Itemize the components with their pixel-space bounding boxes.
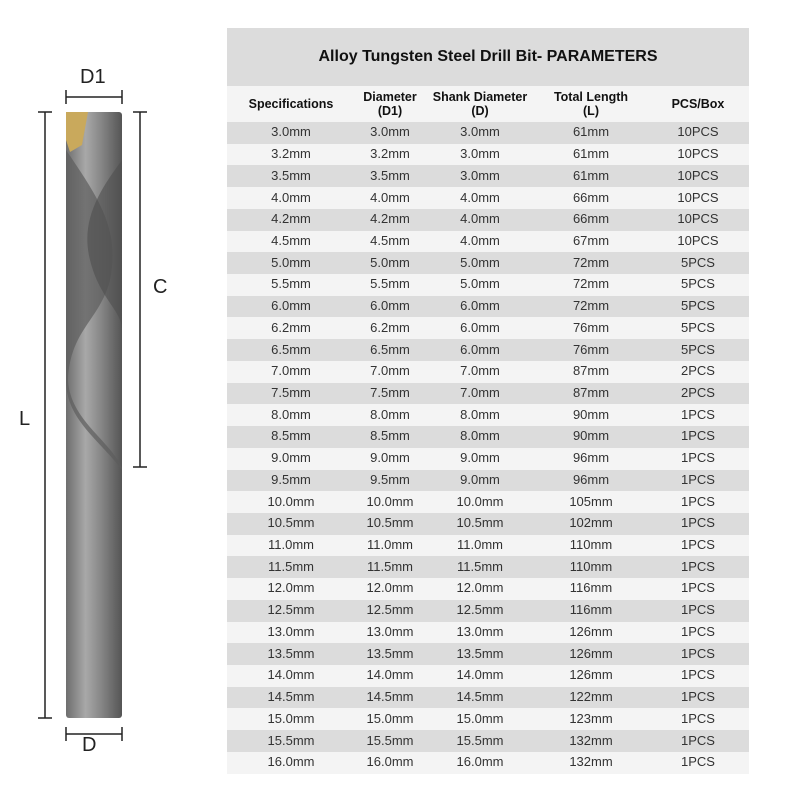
table-row	[227, 687, 749, 709]
cell-specification: 4.0mm	[271, 189, 311, 205]
cell-diameter: 16.0mm	[366, 754, 414, 770]
table-row	[227, 752, 749, 774]
table-row	[227, 491, 749, 513]
table-row	[227, 122, 749, 144]
cell-pcs-box: 1PCS	[681, 471, 715, 487]
cell-specification: 3.0mm	[271, 124, 311, 140]
table-row	[227, 339, 749, 361]
cell-total-length: 96mm	[572, 450, 610, 466]
cell-shank-diameter: 4.0mm	[460, 232, 500, 248]
cell-shank-diameter: 8.0mm	[460, 406, 500, 422]
cell-specification: 11.0mm	[268, 537, 314, 553]
cell-pcs-box: 5PCS	[681, 341, 715, 357]
cell-total-length: 90mm	[572, 406, 610, 422]
cell-pcs-box: 1PCS	[681, 406, 715, 422]
table-row	[227, 317, 749, 339]
cell-shank-diameter: 16.0mm	[456, 754, 504, 770]
cell-specification: 13.0mm	[267, 623, 315, 639]
parameters-table	[227, 28, 749, 774]
cell-diameter: 12.5mm	[366, 602, 414, 618]
table-row	[227, 535, 749, 557]
cell-total-length: 110mm	[569, 537, 613, 553]
cell-total-length: 122mm	[569, 689, 613, 705]
cell-shank-diameter: 12.5mm	[456, 602, 504, 618]
cell-pcs-box: 5PCS	[681, 298, 715, 314]
cell-total-length: 66mm	[572, 189, 610, 205]
table-row	[227, 187, 749, 209]
cell-total-length: 72mm	[572, 298, 610, 314]
cell-diameter: 5.0mm	[370, 254, 410, 270]
cell-specification: 7.5mm	[271, 385, 311, 401]
cell-specification: 15.0mm	[267, 710, 315, 726]
cell-specification: 5.0mm	[271, 254, 311, 270]
cell-pcs-box: 1PCS	[681, 645, 715, 661]
table-row	[227, 708, 749, 730]
cell-total-length: 87mm	[572, 363, 610, 379]
table-row	[227, 730, 749, 752]
cell-total-length: 61mm	[572, 167, 610, 183]
cell-total-length: 72mm	[572, 254, 610, 270]
cell-total-length: 126mm	[569, 645, 613, 661]
cell-shank-diameter: 12.0mm	[456, 580, 504, 596]
cell-diameter: 8.5mm	[370, 428, 410, 444]
table-row	[227, 165, 749, 187]
cell-pcs-box: 1PCS	[681, 689, 715, 705]
cell-pcs-box: 1PCS	[681, 580, 715, 596]
header-diameter: Diameter (D1)	[363, 89, 417, 118]
cell-total-length: 87mm	[572, 385, 610, 401]
cell-specification: 6.5mm	[271, 341, 311, 357]
cell-diameter: 14.0mm	[366, 667, 414, 683]
cell-diameter: 3.0mm	[370, 124, 410, 140]
cell-shank-diameter: 14.5mm	[456, 689, 504, 705]
table-row	[227, 144, 749, 166]
table-title: Alloy Tungsten Steel Drill Bit- PARAMETERS	[227, 28, 749, 86]
table-row	[227, 209, 749, 231]
cell-diameter: 7.5mm	[370, 385, 410, 401]
table-row	[227, 513, 749, 535]
cell-specification: 16.0mm	[267, 754, 315, 770]
cell-specification: 10.0mm	[267, 493, 315, 509]
cell-pcs-box: 10PCS	[677, 189, 719, 205]
table-row	[227, 556, 749, 578]
table-row	[227, 578, 749, 600]
cell-total-length: 132mm	[569, 732, 613, 748]
cell-pcs-box: 1PCS	[681, 537, 715, 553]
cell-specification: 15.5mm	[267, 732, 315, 748]
cell-specification: 12.5mm	[267, 602, 315, 618]
cell-total-length: 96mm	[572, 471, 610, 487]
cell-total-length: 61mm	[572, 124, 610, 140]
cell-shank-diameter: 4.0mm	[460, 211, 500, 227]
cell-total-length: 132mm	[569, 754, 613, 770]
cell-total-length: 76mm	[572, 341, 610, 357]
cell-shank-diameter: 11.0mm	[457, 537, 503, 553]
cell-specification: 4.2mm	[271, 211, 311, 227]
label-d: D	[82, 734, 97, 756]
cell-specification: 9.0mm	[271, 450, 311, 466]
table-row	[227, 383, 749, 405]
cell-diameter: 9.5mm	[370, 471, 410, 487]
drill-bit-diagram	[0, 0, 220, 800]
cell-shank-diameter: 10.0mm	[456, 493, 504, 509]
cell-pcs-box: 1PCS	[681, 754, 715, 770]
cell-shank-diameter: 13.0mm	[456, 623, 504, 639]
label-d1: D1	[80, 66, 106, 88]
cell-diameter: 9.0mm	[370, 450, 410, 466]
cell-specification: 6.2mm	[271, 319, 311, 335]
cell-pcs-box: 10PCS	[677, 232, 719, 248]
cell-pcs-box: 1PCS	[681, 667, 715, 683]
cell-total-length: 67mm	[572, 232, 610, 248]
cell-total-length: 126mm	[569, 623, 613, 639]
label-c: C	[153, 276, 168, 298]
cell-pcs-box: 5PCS	[681, 319, 715, 335]
cell-pcs-box: 1PCS	[681, 732, 715, 748]
cell-shank-diameter: 7.0mm	[460, 385, 500, 401]
cell-diameter: 4.5mm	[370, 232, 410, 248]
cell-specification: 8.0mm	[271, 406, 311, 422]
table-row	[227, 643, 749, 665]
cell-diameter: 5.5mm	[370, 276, 410, 292]
cell-pcs-box: 2PCS	[681, 363, 715, 379]
header-total-length: Total Length (L)	[553, 89, 629, 118]
cell-diameter: 10.0mm	[366, 493, 414, 509]
table-row	[227, 665, 749, 687]
cell-total-length: 72mm	[572, 276, 610, 292]
cell-diameter: 8.0mm	[370, 406, 410, 422]
cell-diameter: 4.0mm	[370, 189, 410, 205]
cell-total-length: 126mm	[569, 667, 613, 683]
cell-specification: 14.0mm	[267, 667, 315, 683]
cell-shank-diameter: 11.5mm	[457, 558, 503, 574]
cell-specification: 13.5mm	[267, 645, 315, 661]
table-row	[227, 600, 749, 622]
cell-diameter: 11.5mm	[367, 558, 413, 574]
cell-specification: 3.2mm	[271, 146, 311, 162]
cell-total-length: 110mm	[569, 558, 613, 574]
cell-total-length: 66mm	[572, 211, 610, 227]
cell-diameter: 12.0mm	[366, 580, 414, 596]
cell-specification: 12.0mm	[267, 580, 315, 596]
table-row	[227, 470, 749, 492]
cell-shank-diameter: 9.0mm	[460, 450, 500, 466]
cell-pcs-box: 1PCS	[681, 450, 715, 466]
cell-specification: 10.5mm	[267, 515, 315, 531]
cell-specification: 3.5mm	[271, 167, 311, 183]
cell-pcs-box: 1PCS	[681, 515, 715, 531]
table-row	[227, 296, 749, 318]
cell-shank-diameter: 14.0mm	[456, 667, 504, 683]
table-header-row	[227, 86, 749, 122]
cell-pcs-box: 10PCS	[677, 167, 719, 183]
cell-diameter: 15.0mm	[366, 710, 414, 726]
cell-diameter: 6.5mm	[370, 341, 410, 357]
cell-pcs-box: 2PCS	[681, 385, 715, 401]
cell-diameter: 14.5mm	[366, 689, 414, 705]
table-row	[227, 252, 749, 274]
cell-total-length: 116mm	[569, 580, 613, 596]
cell-specification: 7.0mm	[271, 363, 311, 379]
cell-shank-diameter: 6.0mm	[460, 319, 500, 335]
table-row	[227, 404, 749, 426]
cell-diameter: 6.2mm	[370, 319, 410, 335]
table-row	[227, 426, 749, 448]
cell-shank-diameter: 5.0mm	[460, 276, 500, 292]
cell-pcs-box: 1PCS	[681, 602, 715, 618]
cell-pcs-box: 10PCS	[677, 211, 719, 227]
cell-specification: 9.5mm	[271, 471, 311, 487]
cell-diameter: 11.0mm	[367, 537, 413, 553]
cell-shank-diameter: 3.0mm	[460, 146, 500, 162]
cell-shank-diameter: 8.0mm	[460, 428, 500, 444]
cell-specification: 11.5mm	[268, 558, 314, 574]
cell-shank-diameter: 15.0mm	[456, 710, 504, 726]
table-row	[227, 231, 749, 253]
cell-diameter: 10.5mm	[366, 515, 414, 531]
cell-shank-diameter: 5.0mm	[460, 254, 500, 270]
drill-bit-illustration	[0, 0, 220, 800]
header-specifications: Specifications	[248, 96, 334, 111]
cell-diameter: 13.0mm	[366, 623, 414, 639]
table-body	[227, 122, 749, 774]
cell-diameter: 13.5mm	[366, 645, 414, 661]
cell-pcs-box: 1PCS	[681, 558, 715, 574]
cell-shank-diameter: 10.5mm	[456, 515, 504, 531]
cell-pcs-box: 5PCS	[681, 276, 715, 292]
cell-total-length: 61mm	[572, 146, 610, 162]
cell-total-length: 123mm	[569, 710, 613, 726]
cell-pcs-box: 10PCS	[677, 124, 719, 140]
cell-specification: 4.5mm	[271, 232, 311, 248]
label-l: L	[19, 408, 31, 430]
header-pcs-box: PCS/Box	[671, 96, 725, 111]
cell-specification: 14.5mm	[267, 689, 315, 705]
cell-total-length: 116mm	[569, 602, 613, 618]
cell-total-length: 102mm	[569, 515, 613, 531]
cell-pcs-box: 1PCS	[681, 428, 715, 444]
cell-shank-diameter: 13.5mm	[456, 645, 504, 661]
table-row	[227, 622, 749, 644]
cell-shank-diameter: 4.0mm	[460, 189, 500, 205]
cell-diameter: 3.2mm	[370, 146, 410, 162]
cell-shank-diameter: 6.0mm	[460, 298, 500, 314]
table-row	[227, 448, 749, 470]
cell-diameter: 15.5mm	[366, 732, 414, 748]
cell-specification: 6.0mm	[271, 298, 311, 314]
cell-specification: 8.5mm	[271, 428, 311, 444]
cell-pcs-box: 10PCS	[677, 146, 719, 162]
cell-specification: 5.5mm	[271, 276, 311, 292]
cell-pcs-box: 1PCS	[681, 493, 715, 509]
cell-diameter: 6.0mm	[370, 298, 410, 314]
cell-pcs-box: 1PCS	[681, 623, 715, 639]
cell-diameter: 7.0mm	[370, 363, 410, 379]
cell-total-length: 90mm	[572, 428, 610, 444]
cell-total-length: 105mm	[569, 493, 613, 509]
table-row	[227, 361, 749, 383]
cell-pcs-box: 5PCS	[681, 254, 715, 270]
cell-shank-diameter: 7.0mm	[460, 363, 500, 379]
cell-shank-diameter: 15.5mm	[456, 732, 504, 748]
cell-shank-diameter: 3.0mm	[460, 124, 500, 140]
cell-shank-diameter: 3.0mm	[460, 167, 500, 183]
cell-diameter: 3.5mm	[370, 167, 410, 183]
header-shank-diameter: Shank Diameter (D)	[432, 89, 528, 118]
cell-pcs-box: 1PCS	[681, 710, 715, 726]
cell-total-length: 76mm	[572, 319, 610, 335]
cell-shank-diameter: 9.0mm	[460, 471, 500, 487]
cell-diameter: 4.2mm	[370, 211, 410, 227]
cell-shank-diameter: 6.0mm	[460, 341, 500, 357]
table-row	[227, 274, 749, 296]
